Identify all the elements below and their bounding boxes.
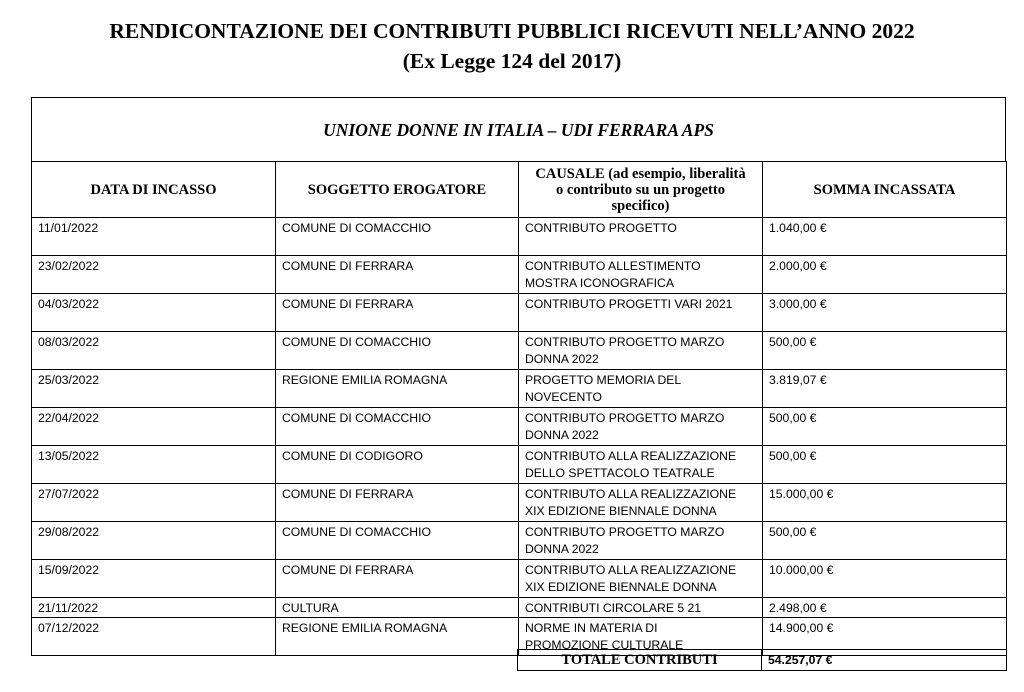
cell-amount: 500,00 € (763, 522, 1007, 560)
cell-payer: REGIONE EMILIA ROMAGNA (276, 370, 519, 408)
reason-line: CONTRIBUTO ALLA REALIZZAZIONE (525, 449, 737, 463)
cell-date: 08/03/2022 (32, 332, 276, 370)
reason-line: CONTRIBUTO PROGETTO MARZO (525, 411, 725, 425)
cell-amount: 3.000,00 € (763, 294, 1007, 332)
cell-reason (519, 332, 763, 370)
reason-line: CONTRIBUTI CIRCOLARE 5 21 (525, 601, 702, 615)
table-row (32, 484, 1007, 522)
cell-amount: 2.000,00 € (763, 256, 1007, 294)
cell-amount: 500,00 € (763, 408, 1007, 446)
reason-line: DONNA 2022 (525, 352, 599, 366)
reason-line: CONTRIBUTO PROGETTO MARZO (525, 335, 725, 349)
table-row (32, 370, 1007, 408)
reason-line: CONTRIBUTO ALLA REALIZZAZIONE (525, 563, 737, 577)
table-row (32, 560, 1007, 598)
total-row (518, 650, 1007, 671)
reason-line: NORME IN MATERIA DI (525, 621, 658, 635)
cell-date: 04/03/2022 (32, 294, 276, 332)
table-header-row (32, 162, 1007, 218)
header-date: DATA DI INCASSO (32, 162, 276, 218)
cell-payer: COMUNE DI COMACCHIO (276, 218, 519, 256)
cell-payer: COMUNE DI FERRARA (276, 560, 519, 598)
document-title: RENDICONTAZIONE DEI CONTRIBUTI PUBBLICI RICEVUTI NELL’ANNO 2022 (109, 19, 915, 43)
cell-amount: 3.819,07 € (763, 370, 1007, 408)
table-row (32, 332, 1007, 370)
cell-payer: COMUNE DI FERRARA (276, 484, 519, 522)
cell-amount: 14.900,00 € (763, 618, 1007, 656)
cell-reason (519, 560, 763, 598)
cell-date: 25/03/2022 (32, 370, 276, 408)
cell-date: 29/08/2022 (32, 522, 276, 560)
table-row (32, 408, 1007, 446)
total-value: 54.257,07 € (762, 650, 1007, 671)
cell-payer: REGIONE EMILIA ROMAGNA (276, 618, 519, 656)
cell-reason (519, 446, 763, 484)
cell-amount: 2.498,00 € (763, 598, 1007, 618)
cell-date: 21/11/2022 (32, 598, 276, 618)
reason-line: PROMOZIONE CULTURALE (525, 638, 684, 652)
contributions-table (31, 161, 1007, 656)
cell-reason (519, 522, 763, 560)
cell-amount: 1.040,00 € (763, 218, 1007, 256)
cell-payer: COMUNE DI FERRARA (276, 294, 519, 332)
reason-line: NOVECENTO (525, 390, 602, 404)
reason-line: XIX EDIZIONE BIENNALE DONNA (525, 504, 717, 518)
cell-payer: COMUNE DI FERRARA (276, 256, 519, 294)
cell-reason (519, 218, 763, 256)
cell-date: 11/01/2022 (32, 218, 276, 256)
reason-line: MOSTRA ICONOGRAFICA (525, 276, 674, 290)
cell-reason (519, 370, 763, 408)
cell-amount: 500,00 € (763, 332, 1007, 370)
table-row (32, 294, 1007, 332)
cell-payer: COMUNE DI CODIGORO (276, 446, 519, 484)
table-row (32, 218, 1007, 256)
header-amount: SOMMA INCASSATA (763, 162, 1007, 218)
total-label: TOTALE CONTRIBUTI (518, 650, 762, 671)
cell-payer: CULTURA (276, 598, 519, 618)
table-row (32, 522, 1007, 560)
cell-reason (519, 408, 763, 446)
cell-date: 22/04/2022 (32, 408, 276, 446)
reason-line: CONTRIBUTO ALLA REALIZZAZIONE (525, 487, 737, 501)
reason-line: CONTRIBUTO PROGETTO (525, 221, 677, 235)
header-payer: SOGGETTO EROGATORE (276, 162, 519, 218)
cell-payer: COMUNE DI COMACCHIO (276, 332, 519, 370)
document-subtitle: (Ex Legge 124 del 2017) (402, 49, 622, 73)
reason-line: CONTRIBUTO ALLESTIMENTO (525, 259, 701, 273)
cell-reason (519, 256, 763, 294)
cell-date: 07/12/2022 (32, 618, 276, 656)
cell-amount: 10.000,00 € (763, 560, 1007, 598)
cell-reason (519, 294, 763, 332)
cell-reason (519, 598, 763, 618)
table-row (32, 598, 1007, 618)
cell-payer: COMUNE DI COMACCHIO (276, 408, 519, 446)
cell-date: 15/09/2022 (32, 560, 276, 598)
organization-name: UNIONE DONNE IN ITALIA – UDI FERRARA APS (323, 120, 714, 140)
table-row (32, 446, 1007, 484)
reason-line: PROGETTO MEMORIA DEL (525, 373, 682, 387)
reason-line: CONTRIBUTO PROGETTO MARZO (525, 525, 725, 539)
cell-amount: 500,00 € (763, 446, 1007, 484)
reason-line: DONNA 2022 (525, 428, 599, 442)
reason-line: DONNA 2022 (525, 542, 599, 556)
total-table (517, 649, 1007, 671)
header-reason: CAUSALE (ad esempio, liberalità o contributo su un progetto specifico) (519, 162, 763, 218)
reason-line: XIX EDIZIONE BIENNALE DONNA (525, 580, 717, 594)
reason-line: DELLO SPETTACOLO TEATRALE (525, 466, 715, 480)
cell-date: 23/02/2022 (32, 256, 276, 294)
cell-reason (519, 484, 763, 522)
table-row (32, 256, 1007, 294)
cell-date: 13/05/2022 (32, 446, 276, 484)
reason-line: CONTRIBUTO PROGETTI VARI 2021 (525, 297, 733, 311)
cell-date: 27/07/2022 (32, 484, 276, 522)
cell-payer: COMUNE DI COMACCHIO (276, 522, 519, 560)
cell-amount: 15.000,00 € (763, 484, 1007, 522)
